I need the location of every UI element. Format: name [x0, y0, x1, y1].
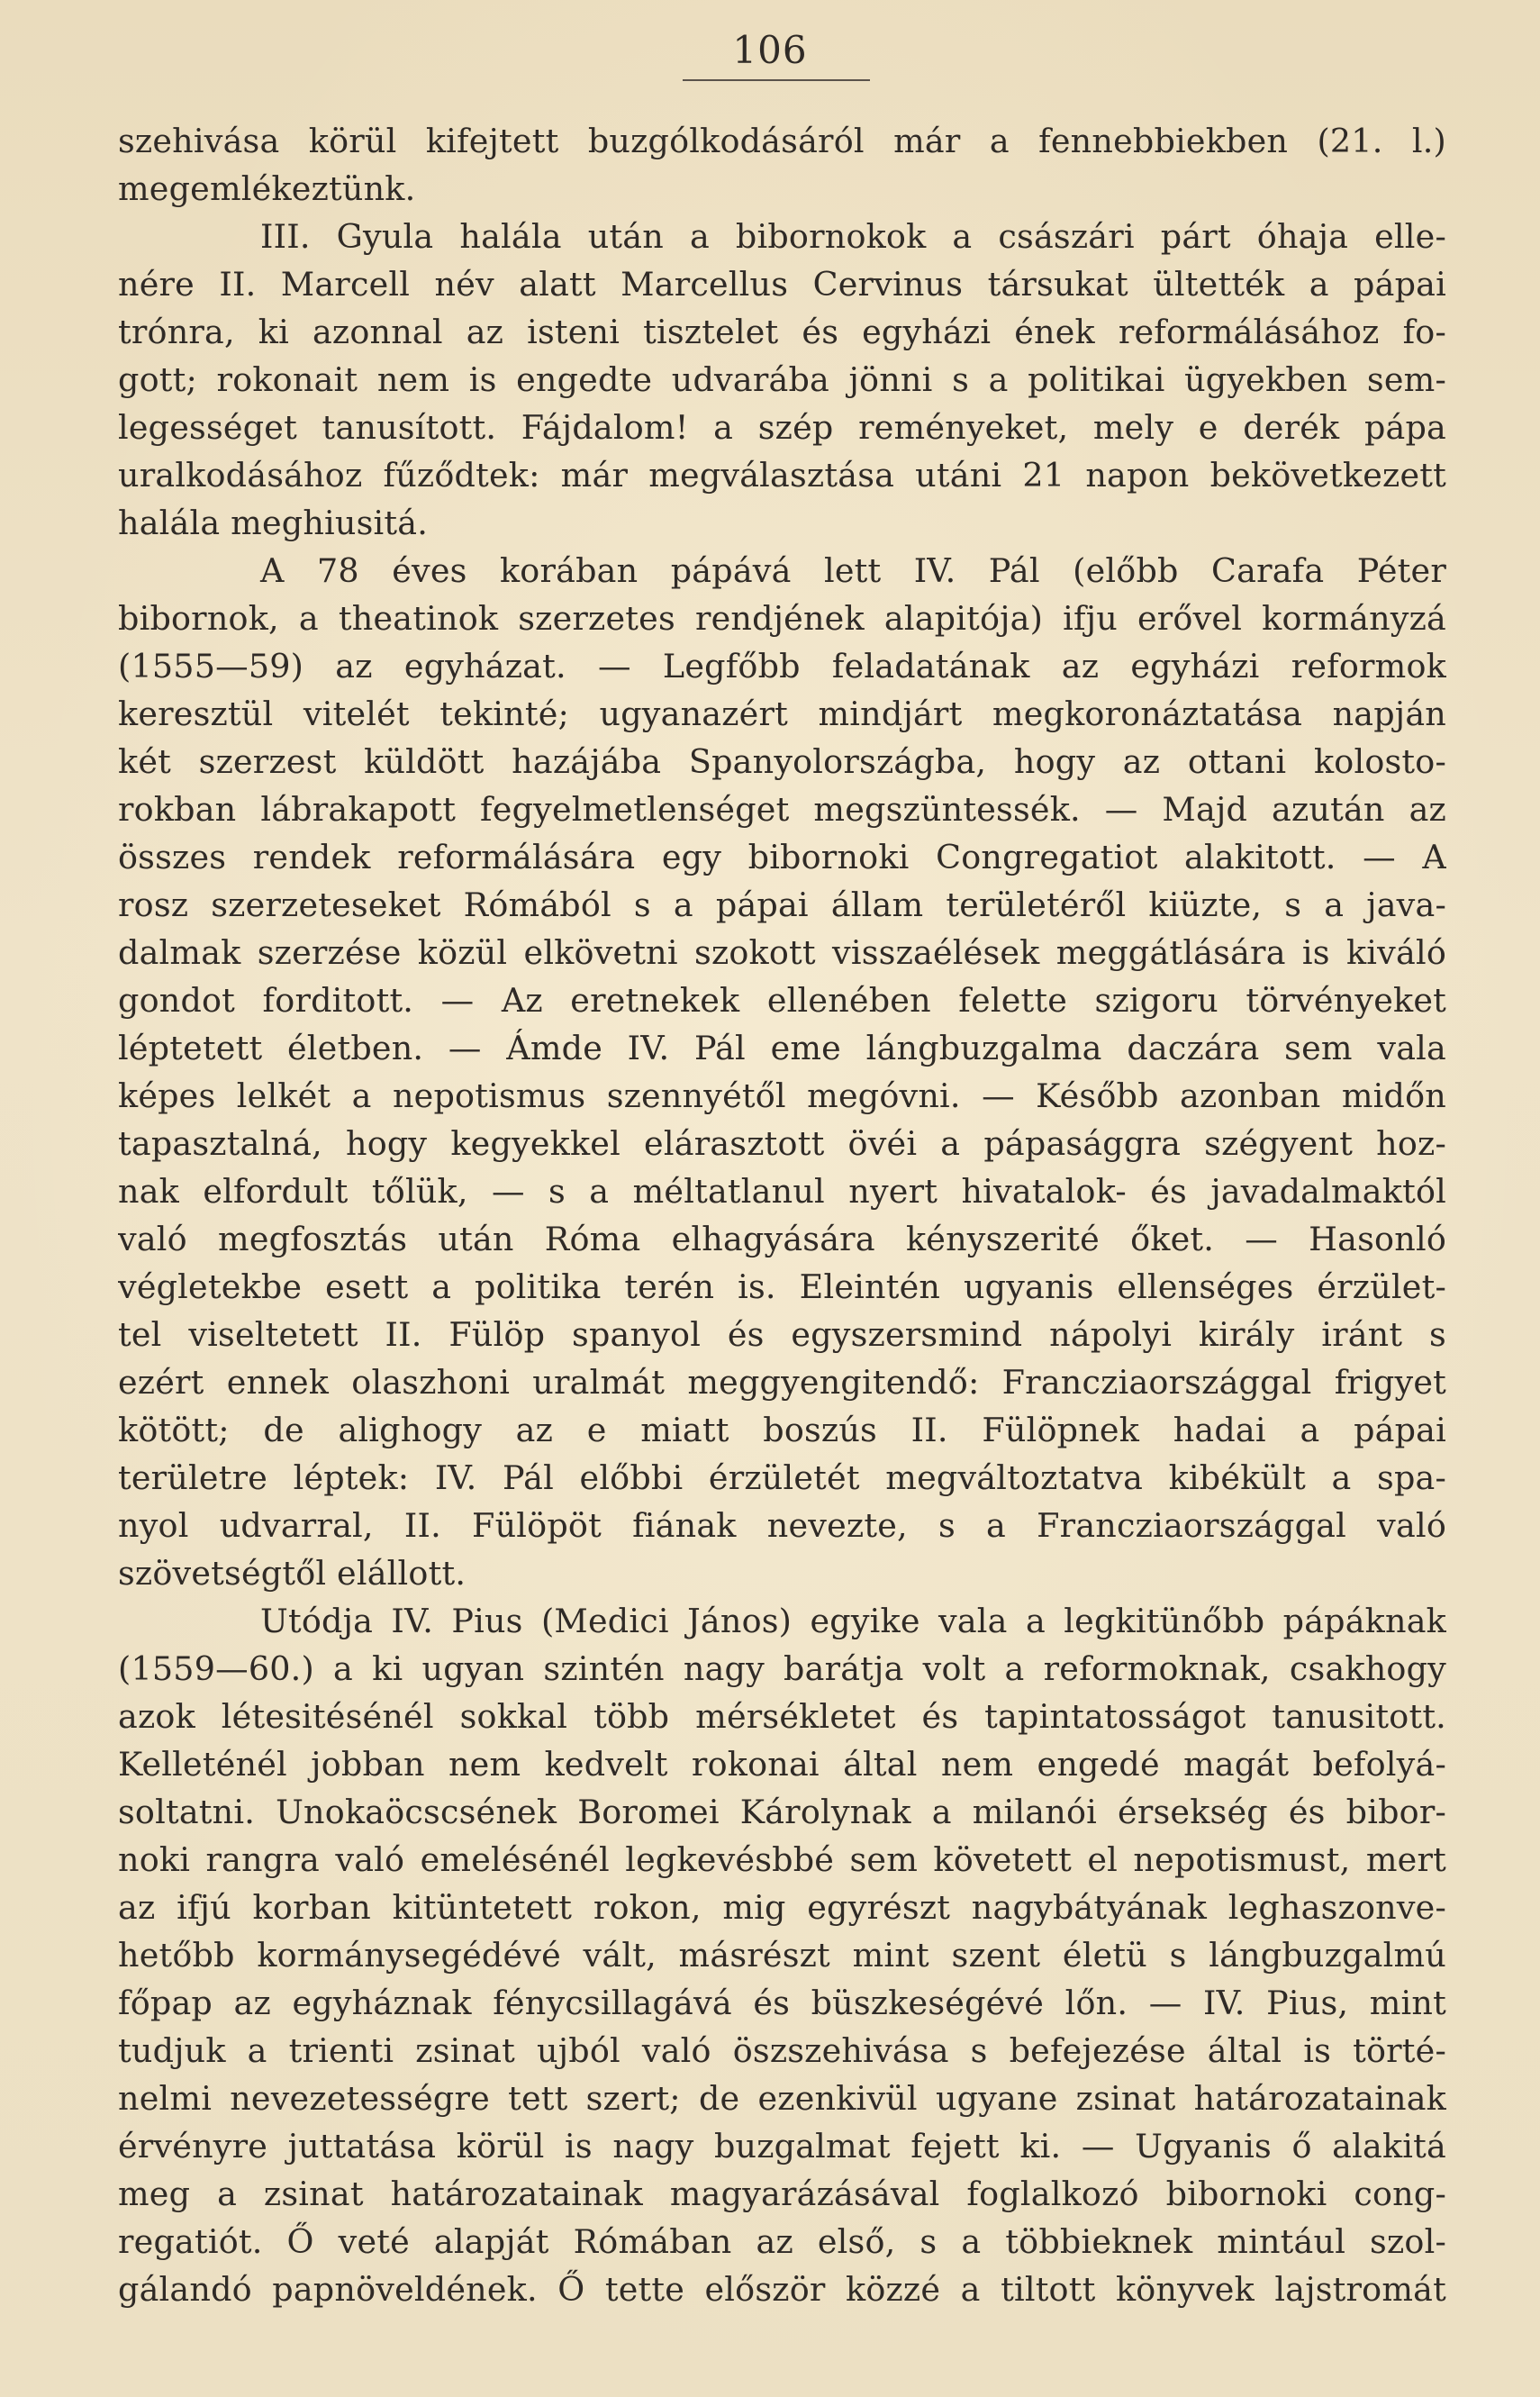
text-line: legességet tanusított. Fájdalom! a szép reményeket, mely e derék pápa — [118, 408, 1446, 447]
page-number: 106 — [732, 28, 808, 72]
text-line: szövetségtől elállott. — [118, 1554, 467, 1593]
text-line: nére II. Marcell név alatt Marcellus Cervinus társukat ültették a pápai — [118, 265, 1446, 304]
text-line: tel viseltetett II. Fülöp spanyol és egyszersmind nápolyi király iránt s — [118, 1315, 1446, 1354]
text-line: nyol udvarral, II. Fülöpöt fiának nevezte, s a Francziaországgal való — [118, 1506, 1446, 1545]
text-line: uralkodásához fűződtek: már megválasztása utáni 21 napon bekövetkezett — [118, 456, 1446, 495]
text-line: gondot forditott. — Az eretnekek ellenében felette szigoru törvényeket — [118, 981, 1446, 1020]
text-line: való megfosztás után Róma elhagyására kényszerité őket. — Hasonló — [118, 1220, 1446, 1258]
text-line: léptetett életben. — Ámde IV. Pál eme lángbuzgalma daczára sem vala — [118, 1029, 1446, 1067]
text-line: gálandó papnöveldének. Ő tette először közzé a tiltott könyvek lajstromát — [118, 2270, 1446, 2309]
body-text — [118, 117, 1446, 2313]
text-line: noki rangra való emelésénél legkevésbbé sem követett el nepotismust, mert — [118, 1840, 1446, 1879]
text-line: tapasztalná, hogy kegyekkel elárasztott övéi a pápasággra szégyent hoz- — [118, 1124, 1446, 1163]
text-line: Utódja IV. Pius (Medici János) egyike vala a legkitünőbb pápáknak — [260, 1602, 1446, 1640]
text-line: szehivása körül kifejtett buzgólkodásáról már a fennebbiekben (21. l.) — [118, 122, 1446, 160]
text-line: hetőbb kormánysegédévé vált, másrészt mint szent életü s lángbuzgalmú — [118, 1936, 1446, 1975]
text-line: azok létesitésénél sokkal több mérsékletet és tapintatosságot tanusitott. — [118, 1697, 1446, 1736]
text-line: meg a zsinat határozatainak magyarázásával foglalkozó bibornoki cong- — [118, 2175, 1446, 2213]
text-line: halála meghiusitá. — [118, 504, 429, 542]
text-line: nak elfordult tőlük, — s a méltatlanul nyert hivatalok- és javadalmaktól — [118, 1172, 1446, 1211]
text-line: két szerzest küldött hazájába Spanyolországba, hogy az ottani kolosto- — [118, 742, 1446, 781]
text-line: regatiót. Ő veté alapját Rómában az első, s a többieknek mintául szol- — [118, 2222, 1446, 2261]
text-line: nelmi nevezetességre tett szert; de ezenkivül ugyane zsinat határozatainak — [118, 2079, 1446, 2118]
text-line: Kelleténél jobban nem kedvelt rokonai által nem engedé magát befolyá- — [118, 1745, 1446, 1784]
text-line: kötött; de alighogy az e miatt boszús II. Fülöpnek hadai a pápai — [118, 1411, 1446, 1449]
text-line: bibornok, a theatinok szerzetes rendjének alapitója) ifju erővel kormányzá — [118, 599, 1446, 638]
text-line: területre léptek: IV. Pál előbbi érzületét megváltoztatva kibékült a spa- — [118, 1458, 1446, 1497]
text-line: III. Gyula halála után a bibornokok a császári párt óhaja elle- — [260, 217, 1446, 256]
text-line: az ifjú korban kitüntetett rokon, mig egyrészt nagybátyának leghaszonve- — [118, 1888, 1446, 1927]
text-line: (1555—59) az egyházat. — Legfőbb feladatának az egyházi reformok — [118, 647, 1446, 686]
text-line: képes lelkét a nepotismus szennyétől megóvni. — Később azonban midőn — [118, 1076, 1446, 1115]
text-line: érvényre juttatása körül is nagy buzgalmat fejett ki. — Ugyanis ő alakitá — [118, 2127, 1446, 2165]
text-line: (1559—60.) a ki ugyan szintén nagy barátja volt a reformoknak, csakhogy — [118, 1649, 1446, 1688]
text-line: A 78 éves korában pápává lett IV. Pál (előbb Carafa Péter — [260, 551, 1446, 590]
text-line: trónra, ki azonnal az isteni tisztelet és egyházi ének reformálásához fo- — [118, 313, 1446, 351]
text-line: ezért ennek olaszhoni uralmát meggyengitendő: Francziaországgal frigyet — [118, 1363, 1446, 1402]
text-line: rokban lábrakapott fegyelmetlenséget megszüntessék. — Majd azután az — [118, 790, 1446, 829]
text-line: tudjuk a trienti zsinat ujból való öszszehivása s befejezése által is törté- — [118, 2031, 1446, 2070]
text-line: rosz szerzeteseket Rómából s a pápai állam területéről kiüzte, s a java- — [118, 885, 1446, 924]
text-line: végletekbe esett a politika terén is. Eleintén ugyanis ellenséges érzület- — [118, 1267, 1446, 1306]
text-line: megemlékeztünk. — [118, 169, 416, 208]
text-line: soltatni. Unokaöcscsének Boromei Károlynak a milanói érsekség és bibor- — [118, 1793, 1446, 1831]
text-line: főpap az egyháznak fénycsillagává és büszkeségévé lőn. — IV. Pius, mint — [118, 1984, 1446, 2022]
text-line: gott; rokonait nem is engedte udvarába jönni s a politikai ügyekben sem- — [118, 360, 1446, 399]
text-line: dalmak szerzése közül elkövetni szokott visszaélések meggátlására is kiváló — [118, 933, 1446, 972]
text-line: összes rendek reformálására egy bibornoki Congregatiot alakitott. — A — [118, 838, 1446, 876]
text-line: keresztül vitelét tekinté; ugyanazért mindjárt megkoronáztatása napján — [118, 695, 1446, 733]
header-rule — [683, 79, 870, 81]
